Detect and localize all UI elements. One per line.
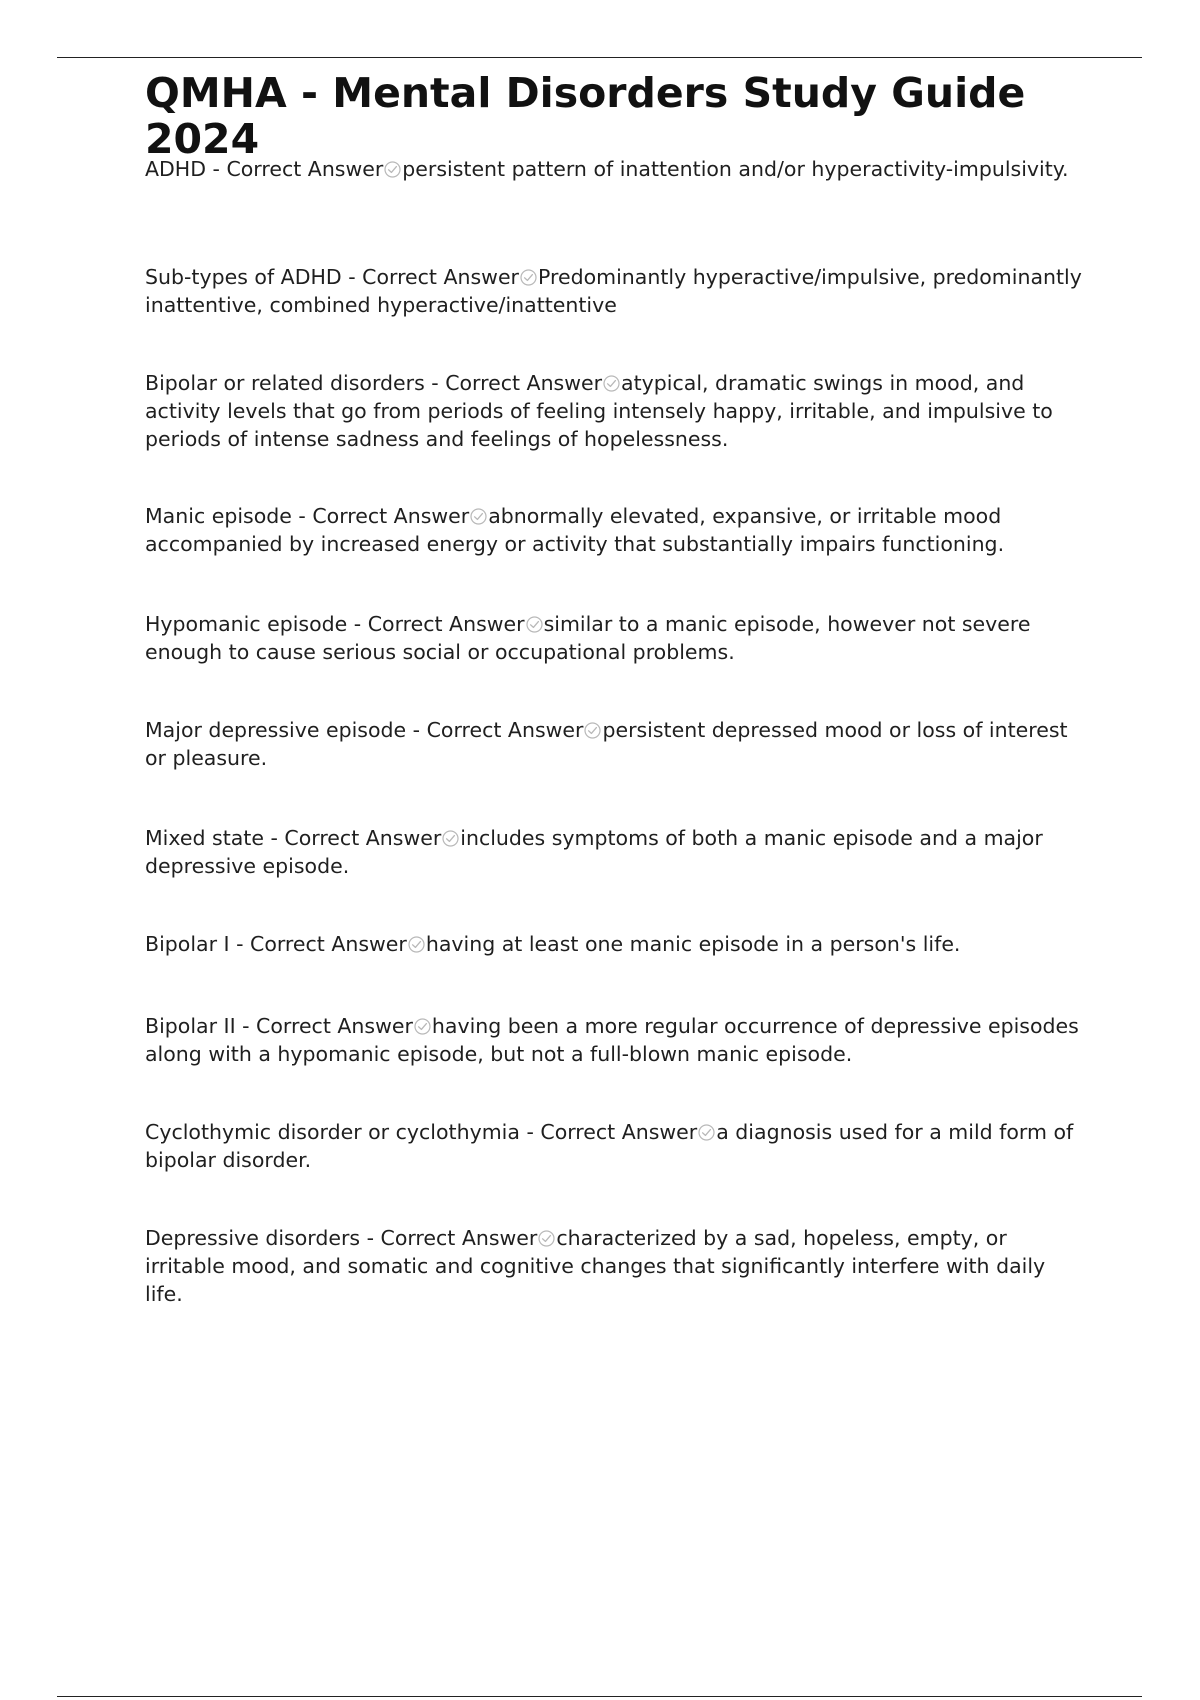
list-item (145, 930, 1085, 958)
entry-separator: - (235, 1014, 257, 1038)
entry-definition: atypical, dramatic swings in mood, and activity levels that go from periods of feeling intensely happy, irritable, and impulsive to periods of intense sadness and feelings of hopelessness. (145, 371, 1053, 451)
entry-separator: - (424, 371, 446, 395)
list-item (145, 369, 1085, 453)
entry-term: Mixed state (145, 826, 264, 850)
entry-term: Manic episode (145, 504, 292, 528)
check-circle-icon (470, 508, 487, 525)
list-item (145, 610, 1085, 666)
entry-definition: persistent pattern of inattention and/or hyperactivity-impulsivity. (402, 157, 1069, 181)
page-title: QMHA - Mental Disorders Study Guide 2024 (145, 69, 1026, 163)
correct-answer-label: Correct Answer (445, 371, 603, 395)
check-circle-icon (408, 936, 425, 953)
list-item (145, 1012, 1085, 1068)
list-item (145, 263, 1085, 319)
correct-answer-label: Correct Answer (226, 157, 384, 181)
entry-separator: - (263, 826, 285, 850)
check-circle-icon (526, 616, 543, 633)
entry-separator: - (229, 932, 250, 956)
check-circle-icon (538, 1230, 555, 1247)
correct-answer-label: Correct Answer (362, 265, 519, 289)
list-item (145, 1224, 1085, 1308)
correct-answer-label: Correct Answer (312, 504, 470, 528)
entry-term: Hypomanic episode (145, 612, 348, 636)
check-circle-icon (442, 830, 459, 847)
entry-definition: similar to a manic episode, however not severe enough to cause serious social or occupational problems. (145, 612, 1031, 664)
entry-definition: includes symptoms of both a manic episode and a major depressive episode. (145, 826, 1043, 878)
list-item (145, 1118, 1085, 1174)
entry-definition: characterized by a sad, hopeless, empty, or irritable mood, and somatic and cognitive changes that significantly interfere with daily life. (145, 1226, 1046, 1306)
entry-definition: persistent depressed mood or loss of interest or pleasure. (145, 718, 1068, 770)
correct-answer-label: Correct Answer (540, 1120, 698, 1144)
entry-term: Bipolar or related disorders (145, 371, 425, 395)
correct-answer-label: Correct Answer (380, 1226, 538, 1250)
entry-term: ADHD (145, 157, 207, 181)
correct-answer-label: Correct Answer (367, 612, 525, 636)
document-body (145, 69, 1095, 1306)
entry-term: Bipolar I (145, 932, 230, 956)
list-item (145, 502, 1085, 558)
entry-separator: - (291, 504, 313, 528)
entry-term: Bipolar II (145, 1014, 236, 1038)
list-item (145, 155, 1085, 183)
check-circle-icon (698, 1124, 715, 1141)
entry-definition: a diagnosis used for a mild form of bipolar disorder. (145, 1120, 1074, 1172)
entry-definition: Predominantly hyperactive/impulsive, predominantly inattentive, combined hyperactive/inattentive (145, 265, 1082, 317)
entry-separator: - (206, 157, 227, 181)
list-item (145, 716, 1085, 772)
entry-separator: - (341, 265, 363, 289)
entry-separator: - (406, 718, 427, 742)
entry-definition: having at least one manic episode in a person's life. (425, 932, 961, 956)
correct-answer-label: Correct Answer (250, 932, 407, 956)
check-circle-icon (603, 375, 620, 392)
bottom-rule (57, 1696, 1142, 1697)
correct-answer-label: Correct Answer (284, 826, 442, 850)
entry-term: Sub-types of ADHD (145, 265, 342, 289)
top-rule (57, 57, 1142, 58)
entry-separator: - (519, 1120, 541, 1144)
correct-answer-label: Correct Answer (426, 718, 584, 742)
entry-separator: - (347, 612, 368, 636)
entry-definition: abnormally elevated, expansive, or irritable mood accompanied by increased energy or activity that substantially impairs functioning. (145, 504, 1005, 556)
check-circle-icon (384, 161, 401, 178)
entry-definition: having been a more regular occurrence of depressive episodes along with a hypomanic episode, but not a full-blown manic episode. (145, 1014, 1079, 1066)
entry-term: Cyclothymic disorder or cyclothymia (145, 1120, 520, 1144)
entry-term: Depressive disorders (145, 1226, 361, 1250)
correct-answer-label: Correct Answer (256, 1014, 413, 1038)
check-circle-icon (414, 1018, 431, 1035)
entry-term: Major depressive episode (145, 718, 407, 742)
list-item (145, 824, 1085, 880)
entry-separator: - (360, 1226, 381, 1250)
check-circle-icon (520, 269, 537, 286)
check-circle-icon (584, 722, 601, 739)
